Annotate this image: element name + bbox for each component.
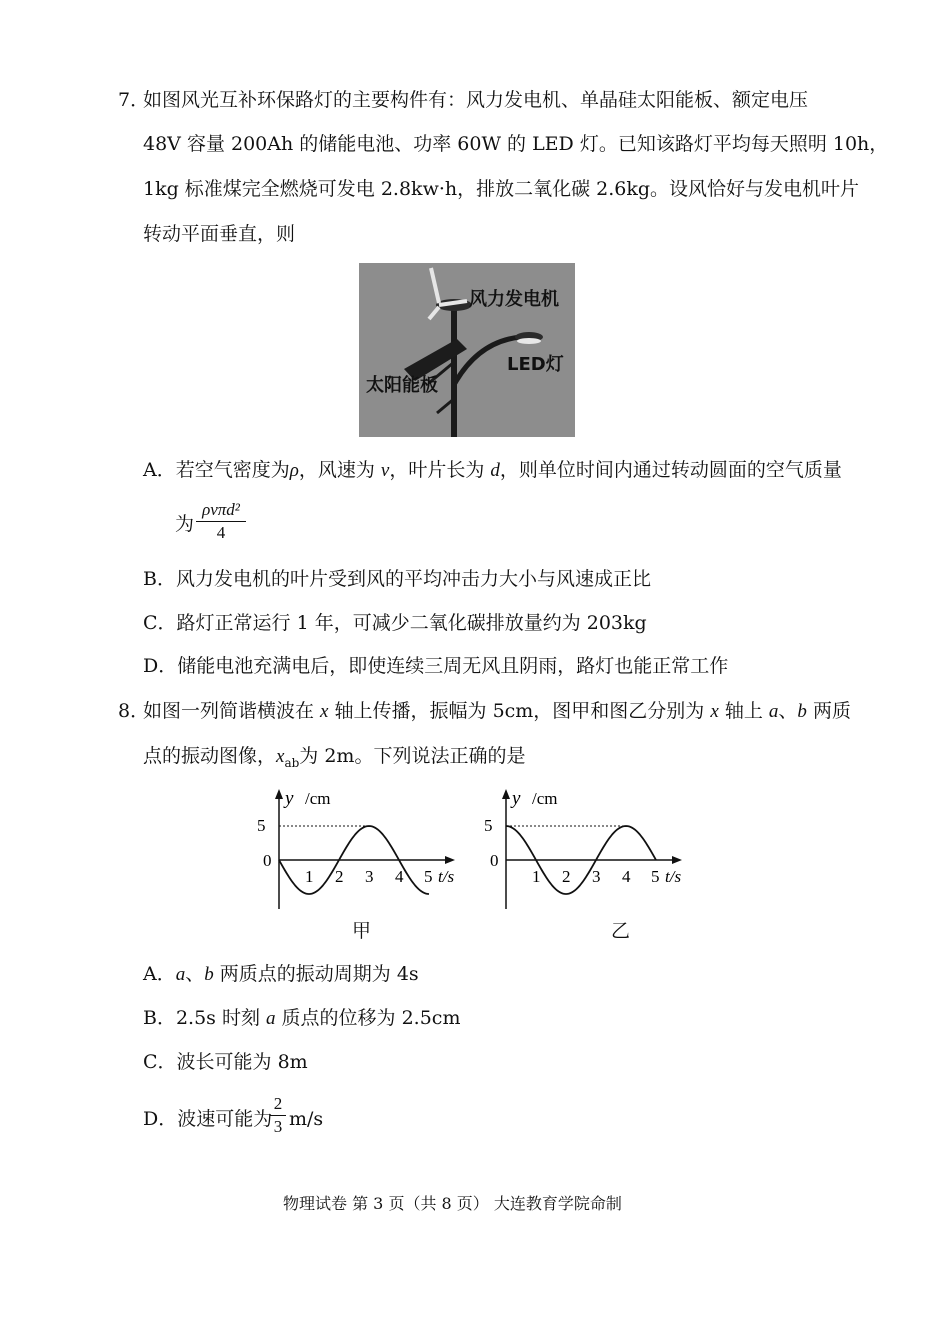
question-8-number: 8．	[118, 700, 150, 722]
graph-yi	[482, 787, 702, 912]
q8-option-b	[143, 1006, 460, 1031]
y-axis-unit: /cm	[532, 789, 558, 808]
fraction-bar	[196, 521, 246, 522]
x-symbol: x	[320, 701, 329, 722]
q7-option-d: D．储能电池充满电后，即使连续三周无风且阴雨，路灯也能正常工作	[143, 655, 729, 677]
xab-subscript: ab	[284, 755, 300, 770]
page-footer: 物理试卷 第 3 页（共 8 页） 大连教育学院命制	[283, 1194, 622, 1213]
q8-option-a	[143, 962, 419, 987]
q8-option-b-label: B．2.5s 时刻	[143, 1007, 267, 1029]
q7-option-c: C．路灯正常运行 1 年，可减少二氧化碳排放量约为 203kg	[143, 612, 647, 634]
q8-line-1-b: 轴上传播，振幅为 5cm，图甲和图乙分别为	[328, 700, 711, 722]
q8-option-d-fraction	[270, 1094, 286, 1137]
point-a-symbol: a	[175, 964, 186, 985]
tick-label: 2	[335, 867, 344, 886]
graph-jia-title: 甲	[352, 920, 372, 942]
origin-label: 0	[263, 851, 272, 870]
q7-option-a-mid1: ，风速为	[298, 459, 381, 481]
point-a-symbol: a	[266, 1008, 276, 1029]
point-b-symbol: b	[797, 701, 807, 722]
tick-label: 4	[622, 867, 631, 886]
origin-label: 0	[490, 851, 499, 870]
fraction-denominator: 4	[216, 523, 226, 542]
v-symbol: v	[380, 460, 390, 481]
tick-label: 1	[305, 867, 314, 886]
q7-line-2: 48V 容量 200Ah 的储能电池、功率 60W 的 LED 灯。已知该路灯平均每天照明 10h，	[143, 133, 889, 155]
x-symbol: x	[276, 746, 285, 767]
graph-yi-title: 乙	[611, 920, 631, 942]
streetlight-photo	[359, 263, 575, 437]
q8-line-2	[143, 744, 525, 775]
fraction-numerator: ρvπd²	[202, 500, 240, 519]
question-7-number: 7．	[118, 89, 150, 111]
y-axis-arrow-icon	[502, 789, 510, 799]
q8-option-a-label: A．	[143, 963, 176, 985]
tick-label: 5	[424, 867, 433, 886]
q7-line-4: 转动平面垂直，则	[143, 223, 296, 245]
fraction-denominator: 3	[273, 1117, 283, 1136]
rho-symbol: ρ	[289, 460, 299, 481]
q8-option-d-unit: m/s	[289, 1108, 324, 1130]
tick-label: 4	[395, 867, 404, 886]
q8-option-a-sep: 、	[185, 963, 205, 985]
graph-jia	[255, 787, 475, 912]
tick-label: 1	[532, 867, 541, 886]
q8-line-1-c: 轴上	[718, 700, 769, 722]
q8-line-2-a: 点的振动图像，	[143, 745, 277, 767]
tick-label: 2	[562, 867, 571, 886]
q7-option-a-mid2: ，叶片长为	[389, 459, 491, 481]
q8-line-1-e: 两质	[806, 700, 851, 722]
t-axis-arrow-icon	[672, 856, 682, 864]
q7-line-1: 如图风光互补环保路灯的主要构件有：风力发电机、单晶硅太阳能板、额定电压	[143, 89, 809, 111]
q7-option-a	[143, 458, 842, 483]
x-symbol: x	[710, 701, 719, 722]
q8-option-d-prefix: D．波速可能为	[143, 1108, 273, 1130]
y-axis-label: y	[285, 788, 294, 809]
point-a-symbol: a	[768, 701, 779, 722]
q8-line-2-b: 为 2m。下列说法正确的是	[299, 745, 526, 767]
point-b-symbol: b	[204, 964, 214, 985]
t-axis-label: t/s	[665, 867, 682, 886]
y-axis-unit: /cm	[305, 789, 331, 808]
q8-option-a-tail: 两质点的振动周期为 4s	[213, 963, 419, 985]
label-wind-turbine: 风力发电机	[469, 289, 559, 310]
q8-option-d	[143, 1107, 272, 1131]
q8-option-b-tail: 质点的位移为 2.5cm	[275, 1007, 461, 1029]
q8-line-1-d: 、	[778, 700, 798, 722]
amplitude-label: 5	[484, 816, 493, 835]
y-axis-arrow-icon	[275, 789, 283, 799]
label-led-lamp: LED灯	[507, 354, 564, 375]
q7-option-b: B．风力发电机的叶片受到风的平均冲击力大小与风速成正比	[143, 568, 651, 590]
q8-line-1-a: 如图一列简谐横波在	[143, 700, 321, 722]
q7-option-a-prefix: A．若空气密度为	[143, 459, 290, 481]
q7-option-a-tail: ，则单位时间内通过转动圆面的空气质量	[499, 459, 842, 481]
y-axis-label: y	[512, 788, 521, 809]
q7-option-a-wei: 为	[175, 513, 195, 535]
q8-line-1	[143, 699, 851, 724]
fraction-bar	[270, 1115, 286, 1116]
fraction-numerator: 2	[273, 1094, 283, 1113]
d-symbol: d	[490, 460, 500, 481]
t-axis-label: t/s	[438, 867, 455, 886]
tick-label: 5	[651, 867, 660, 886]
tick-label: 3	[592, 867, 601, 886]
q7-option-a-fraction	[196, 500, 246, 543]
label-solar-panel: 太阳能板	[366, 375, 438, 396]
q7-line-3: 1kg 标准煤完全燃烧可发电 2.8kw·h，排放二氧化碳 2.6kg。设风恰好与发电机叶片	[143, 178, 860, 200]
t-axis-arrow-icon	[445, 856, 455, 864]
amplitude-label: 5	[257, 816, 266, 835]
q8-option-c: C．波长可能为 8m	[143, 1051, 308, 1073]
tick-label: 3	[365, 867, 374, 886]
